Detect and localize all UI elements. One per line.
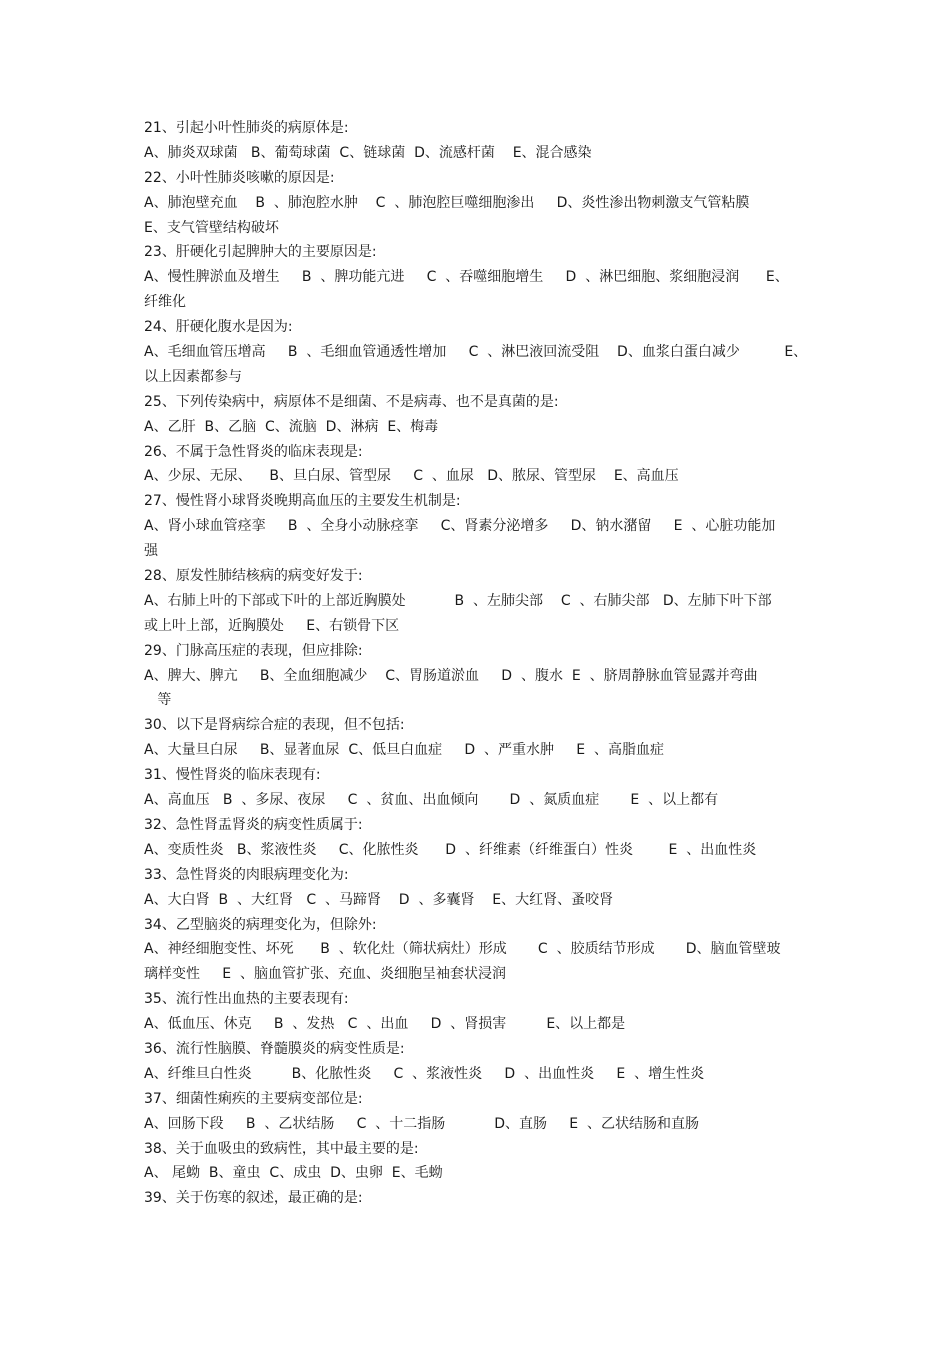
text-line: 24、肝硬化腹水是因为: — [144, 319, 293, 336]
text-line: A、纤维旦白性炎 B、化脓性炎 C 、浆液性炎 D 、出血性炎 E 、增生性炎 — [144, 1065, 705, 1082]
text-line: 35、流行性出血热的主要表现有: — [144, 991, 349, 1008]
text-line: 21、引起小叶性肺炎的病原体是: — [144, 120, 349, 136]
text-line: 39、关于伤寒的叙述，最正确的是: — [144, 1190, 363, 1207]
text-line: A、肾小球血管痉挛 B 、全身小动脉痉挛 C、肾素分泌增多 D、钠水潴留 E 、心脏功能加 — [144, 518, 776, 535]
text-line: A、乙肝 B、乙脑 C、流脑 D、淋病 E、梅毒 — [144, 418, 439, 435]
text-line: A、肺炎双球菌 B、葡萄球菌 C、链球菌 D、流感杆菌 E、混合感染 — [144, 144, 592, 161]
text-line: 38、关于血吸虫的致病性，其中最主要的是: — [144, 1140, 419, 1157]
text-line: A、高血压 B 、多尿、夜尿 C 、贫血、出血倾向 D 、氮质血症 E 、以上都有 — [144, 792, 719, 809]
text-line: A、低血压、休克 B 、发热 C 、出血 D 、肾损害 E、以上都是 — [144, 1016, 626, 1033]
text-line: 37、细菌性痢疾的主要病变部位是: — [144, 1090, 363, 1107]
text-line: 纤维化 — [144, 294, 186, 311]
text-line: A、右肺上叶的下部或下叶的上部近胸膜处 B 、左肺尖部 C 、右肺尖部 D、左肺下叶下部 — [144, 592, 772, 609]
text-line: 31、慢性肾炎的临床表现有: — [144, 767, 321, 784]
text-line: 26、不属于急性肾炎的临床表现是: — [144, 443, 363, 460]
text-line: E、支气管壁结构破坏 — [144, 219, 279, 236]
text-line: 25、下列传染病中，病原体不是细菌、不是病毒、也不是真菌的是: — [144, 393, 559, 410]
text-line: 36、流行性脑膜、脊髓膜炎的病变性质是: — [144, 1040, 405, 1057]
text-line: 等 — [144, 692, 172, 709]
text-line: A、神经细胞变性、坏死 B 、软化灶（筛状病灶）形成 C 、胶质结节形成 D、脑血管壁玻 — [144, 941, 781, 958]
text-line: 34、乙型脑炎的病理变化为，但除外: — [144, 916, 377, 933]
text-line: A、慢性脾淤血及增生 B 、脾功能亢进 C 、吞噬细胞增生 D 、淋巴细胞、浆细胞浸润 E、 — [144, 269, 789, 286]
question-list — [144, 116, 814, 1211]
text-line: 30、以下是肾病综合症的表现，但不包括: — [144, 717, 405, 734]
text-line: A、大白肾 B 、大红肾 C 、马蹄肾 D 、多囊肾 E、大红肾、蚤咬肾 — [144, 891, 614, 908]
text-line: A、少尿、无尿、 B、旦白尿、管型尿 C 、血尿 D、脓尿、管型尿 E、高血压 — [144, 468, 679, 485]
text-line: A、变质性炎 B、浆液性炎 C、化脓性炎 D 、纤维素（纤维蛋白）性炎 E 、出血性炎 — [144, 841, 757, 858]
text-line: A、回肠下段 B 、乙状结肠 C 、十二指肠 D、直肠 E 、乙状结肠和直肠 — [144, 1115, 699, 1132]
text-line: 22、小叶性肺炎咳嗽的原因是: — [144, 169, 335, 186]
text-line: 29、门脉高压症的表现，但应排除: — [144, 642, 363, 659]
text-line: A、肺泡壁充血 B 、肺泡腔水肿 C 、肺泡腔巨噬细胞渗出 D、炎性渗出物刺激支气管粘膜 — [144, 194, 750, 211]
text-line: A、毛细血管压增高 B 、毛细血管通透性增加 C 、淋巴液回流受阻 D、血浆白蛋白减少 E、 — [144, 344, 808, 361]
text-line: 以上因素都参与 — [144, 368, 242, 385]
text-line: 32、急性肾盂肾炎的病变性质属于: — [144, 816, 363, 833]
text-line: A、 尾蚴 B、童虫 C、成虫 D、虫卵 E、毛蚴 — [144, 1165, 443, 1182]
text-line: A、脾大、脾亢 B、全血细胞减少 C、胃肠道淤血 D 、腹水 E 、脐周静脉血管显露并弯曲 — [144, 667, 758, 684]
text-line: A、大量旦白尿 B、显著血尿 C、低旦白血症 D 、严重水肿 E 、高脂血症 — [144, 742, 665, 759]
text-line: 33、急性肾炎的肉眼病理变化为: — [144, 866, 349, 883]
text-line: 或上叶上部，近胸膜处 E、右锁骨下区 — [144, 617, 400, 634]
text-line: 23、肝硬化引起脾肿大的主要原因是: — [144, 244, 377, 261]
text-line: 28、原发性肺结核病的病变好发于: — [144, 568, 363, 585]
text-line: 璃样变性 E 、脑血管扩张、充血、炎细胞呈袖套状浸润 — [144, 966, 506, 983]
text-line: 27、慢性肾小球肾炎晚期高血压的主要发生机制是: — [144, 493, 461, 510]
text-line: 强 — [144, 543, 158, 560]
